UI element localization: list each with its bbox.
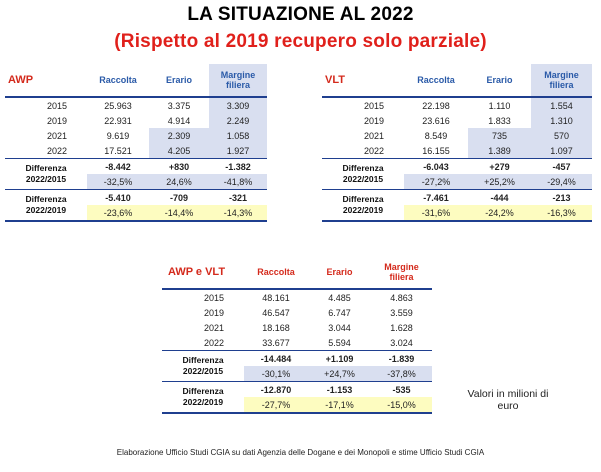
cell-margine: 3.559 [390,307,413,318]
diff2019-rule [322,220,592,222]
diff2019-label: Differenza 2022/2019 [25,194,67,215]
row-year: 2022 [203,337,224,348]
diff2019-rule [162,412,432,414]
awp-vlt-table [162,256,432,414]
diff2015-label: Differenza 2022/2015 [25,163,67,184]
col-header-raccolta: Raccolta [257,267,295,277]
diff2015-abs: -14.484 [260,353,292,364]
diff2019-abs: -321 [228,192,247,203]
diff2015-pct: -27,2% [404,174,468,189]
diff2015-abs: +279 [489,161,510,172]
diff2015-abs: -8.442 [105,161,131,172]
cell-margine: 3.309 [209,98,267,113]
col-header-margine: Margine filiera [384,262,419,282]
cell-margine: 1.058 [209,128,267,143]
diff2015-pct: -37,8% [371,366,432,381]
cell-erario: 1.110 [488,100,511,111]
awp-grid [5,64,267,222]
diff2019-pct: -14,3% [209,205,267,220]
col-header-erario: Erario [165,75,192,85]
row-year: 2022 [363,145,384,156]
col-header-raccolta: Raccolta [417,75,455,85]
cell-raccolta: 46.547 [262,307,290,318]
diff2015-pct: +24,7% [308,366,371,381]
cell-margine: 570 [531,128,592,143]
diff2019-pct: -23,6% [87,205,149,220]
cell-margine: 1.097 [531,143,592,158]
cell-raccolta: 25.963 [104,100,132,111]
cell-erario: 4.914 [167,115,191,126]
diff2019-abs: -535 [392,384,411,395]
source-footer: Elaborazione Ufficio Studi CGIA su dati Agenzia delle Dogane e dei Monopoli e stime Ufficio Studi CGIA [116,448,485,457]
diff2015-pct: -30,1% [244,366,308,381]
cell-raccolta: 16.155 [422,145,450,156]
col-header-erario: Erario [486,75,513,85]
vlt-table [322,64,592,222]
diff2015-abs: -1.839 [388,353,415,364]
diff2015-label: Differenza 2022/2015 [182,355,224,376]
cell-erario: 5.594 [328,337,351,348]
diff2019-abs: -709 [169,192,188,203]
tot-grid [162,256,432,414]
diff2015-abs: -457 [552,161,571,172]
diff2019-abs: -7.461 [423,192,449,203]
diff2019-rule [5,220,267,222]
cell-margine: 1.310 [531,113,592,128]
table-name: AWP [8,74,34,86]
cell-margine: 1.927 [209,143,267,158]
diff2015-abs: +830 [168,161,190,172]
cell-erario: 4.485 [328,292,351,303]
diff2015-pct: -41,8% [209,174,267,189]
cell-erario: 6.747 [328,307,351,318]
diff2019-label: Differenza 2022/2019 [342,194,384,215]
table-name: VLT [325,74,345,86]
diff2015-label: Differenza 2022/2015 [342,163,384,184]
cell-margine: 2.249 [209,113,267,128]
cell-raccolta: 33.677 [262,337,290,348]
cell-raccolta: 23.616 [422,115,450,126]
cell-margine: 1.628 [390,322,413,333]
diff2015-abs: -6.043 [423,161,449,172]
row-year: 2021 [363,130,384,141]
diff2019-abs: -213 [552,192,571,203]
diff2015-pct: -32,5% [87,174,149,189]
cell-raccolta: 48.161 [262,292,290,303]
units-note: Valori in milioni di euro [467,388,549,412]
diff2019-pct: -27,7% [244,397,308,412]
col-header-raccolta: Raccolta [99,75,137,85]
diff2019-pct: -24,2% [468,205,531,220]
cell-raccolta: 22.198 [422,100,450,111]
cell-margine: 4.863 [390,292,413,303]
diff2019-abs: -1.153 [326,384,353,395]
row-year: 2021 [46,130,67,141]
row-year: 2015 [203,292,224,303]
row-year: 2019 [46,115,67,126]
col-header-erario: Erario [326,267,353,277]
diff2019-pct: -15,0% [371,397,432,412]
cell-erario: 1.833 [488,115,511,126]
diff2019-pct: -14,4% [149,205,209,220]
col-header-margine: Margine filiera [531,64,592,96]
diff2019-abs: -5.410 [105,192,131,203]
cell-raccolta: 9.619 [106,130,130,141]
cell-erario: 735 [468,128,531,143]
page-subtitle: (Rispetto al 2019 recupero solo parziale) [114,31,487,52]
cell-erario: 1.389 [468,143,531,158]
row-year: 2021 [203,322,224,333]
diff2015-pct: +25,2% [468,174,531,189]
row-year: 2015 [46,100,67,111]
cell-erario: 3.375 [167,100,191,111]
row-year: 2015 [363,100,384,111]
diff2015-pct: -29,4% [531,174,592,189]
cell-erario: 4.205 [149,143,209,158]
cell-raccolta: 17.521 [104,145,132,156]
diff2019-pct: -31,6% [404,205,468,220]
cell-raccolta: 22.931 [104,115,132,126]
cell-margine: 3.024 [390,337,413,348]
diff2019-pct: -16,3% [531,205,592,220]
cell-raccolta: 18.168 [262,322,290,333]
col-header-margine: Margine filiera [209,64,267,96]
cell-margine: 1.554 [531,98,592,113]
diff2015-abs: -1.382 [225,161,251,172]
page-title: LA SITUAZIONE AL 2022 [187,4,414,25]
diff2015-abs: +1.109 [325,353,354,364]
diff2019-abs: -12.870 [260,384,292,395]
row-year: 2022 [46,145,67,156]
diff2019-abs: -444 [490,192,509,203]
diff2019-label: Differenza 2022/2019 [182,386,224,407]
table-name: AWP e VLT [168,266,226,278]
diff2019-pct: -17,1% [308,397,371,412]
cell-erario: 3.044 [328,322,351,333]
diff2015-pct: 24,6% [149,174,209,189]
cell-raccolta: 8.549 [424,130,448,141]
awp-table [5,64,267,222]
cell-erario: 2.309 [149,128,209,143]
row-year: 2019 [363,115,384,126]
vlt-grid [322,64,592,222]
row-year: 2019 [203,307,224,318]
